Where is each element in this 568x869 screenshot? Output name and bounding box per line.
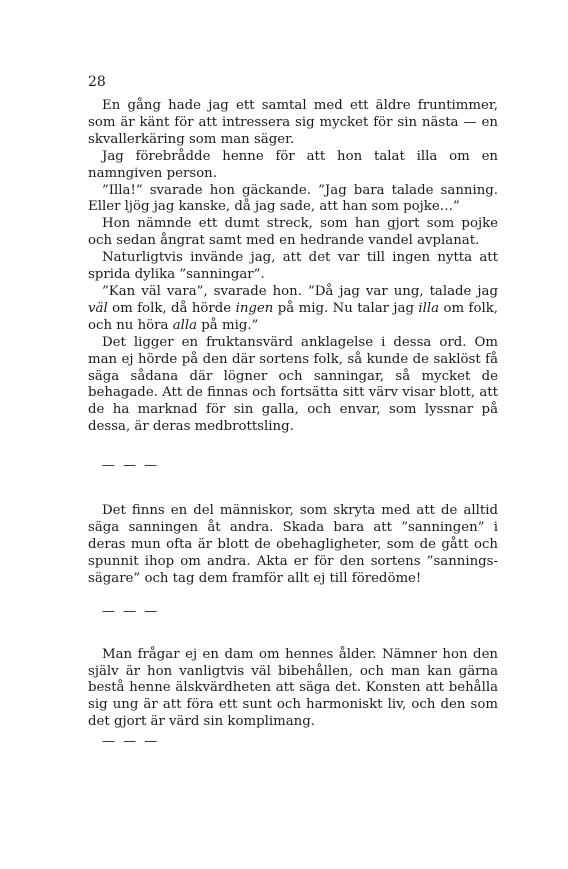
emphasis: illa	[418, 300, 440, 316]
dialog-text: om folk, och nu höra	[88, 300, 499, 333]
section-separator: — — —	[102, 458, 160, 474]
paragraph: Det ligger en fruktansvärd anklagelse i dessa ord. Om man ej hörde på den där sortens folk, så kunde de saklöst få säga sådana där lögner och sanningar, så mycket de behagade. Att de finnas och fortsätta sitt värv visar blott, att de ha marknad för sin galla, och envar, som lyssnar på dessa, är deras medbrottsling.	[88, 334, 498, 435]
section-1	[88, 98, 498, 436]
paragraph: Naturligtvis invände jag, att det var till ingen nytta att sprida dylika ”sanningar”.	[88, 250, 498, 283]
dialog-text: ”Kan väl vara”, svarade hon. ”Då jag var ung, talade jag	[102, 283, 498, 299]
paragraph: Jag förebrådde henne för att hon talat illa om en namngiven person.	[88, 148, 498, 181]
emphasis: alla	[172, 317, 198, 333]
section-separator: — — —	[102, 603, 160, 619]
section-separator: — — —	[102, 734, 160, 750]
emphasis: ingen	[235, 300, 274, 316]
dialog-paragraph	[88, 284, 498, 335]
dialog-text: på mig.”	[197, 317, 259, 333]
dialog-text: på mig. Nu talar jag	[273, 300, 419, 316]
section-3	[88, 647, 498, 732]
paragraph: Hon nämnde ett dumt streck, som han gjort som pojke och sedan ångrat samt med en hedrande vandel avplanat.	[88, 216, 498, 249]
page-number: 28	[88, 74, 106, 90]
paragraph: ”Illa!” svarade hon gäckande. ”Jag bara talade sanning. Eller ljög jag kanske, då jag sade, att han som pojke…”	[88, 182, 498, 215]
paragraph: Man frågar ej en dam om hennes ålder. Nämner hon den själv är hon vanligtvis väl bibehållen, och man kan gärna bestå henne älskvärdheten att säga det. Konsten att behålla sig ung är att föra ett sunt och harmoniskt liv, och den som det gjort är värd sin komplimang.	[88, 646, 498, 730]
emphasis: väl	[88, 300, 108, 316]
paragraph: Det finns en del människor, som skryta med att de alltid säga sanningen åt andra. Skada bara att ”sanningen” i deras mun ofta är blott de obehagligheter, som de gått och spunnit ihop om andra. Akta er för den sortens ”sannings-sägare” och tag dem framför allt ej till föredöme!	[88, 503, 498, 586]
dialog-text: om folk, då hörde	[107, 300, 236, 316]
book-page	[88, 74, 498, 749]
paragraph: En gång hade jag ett samtal med ett äldre fruntimmer, som är känt för att intressera sig mycket för sin nästa — en skvallerkäring som man säger.	[88, 98, 498, 147]
section-2	[88, 503, 498, 588]
